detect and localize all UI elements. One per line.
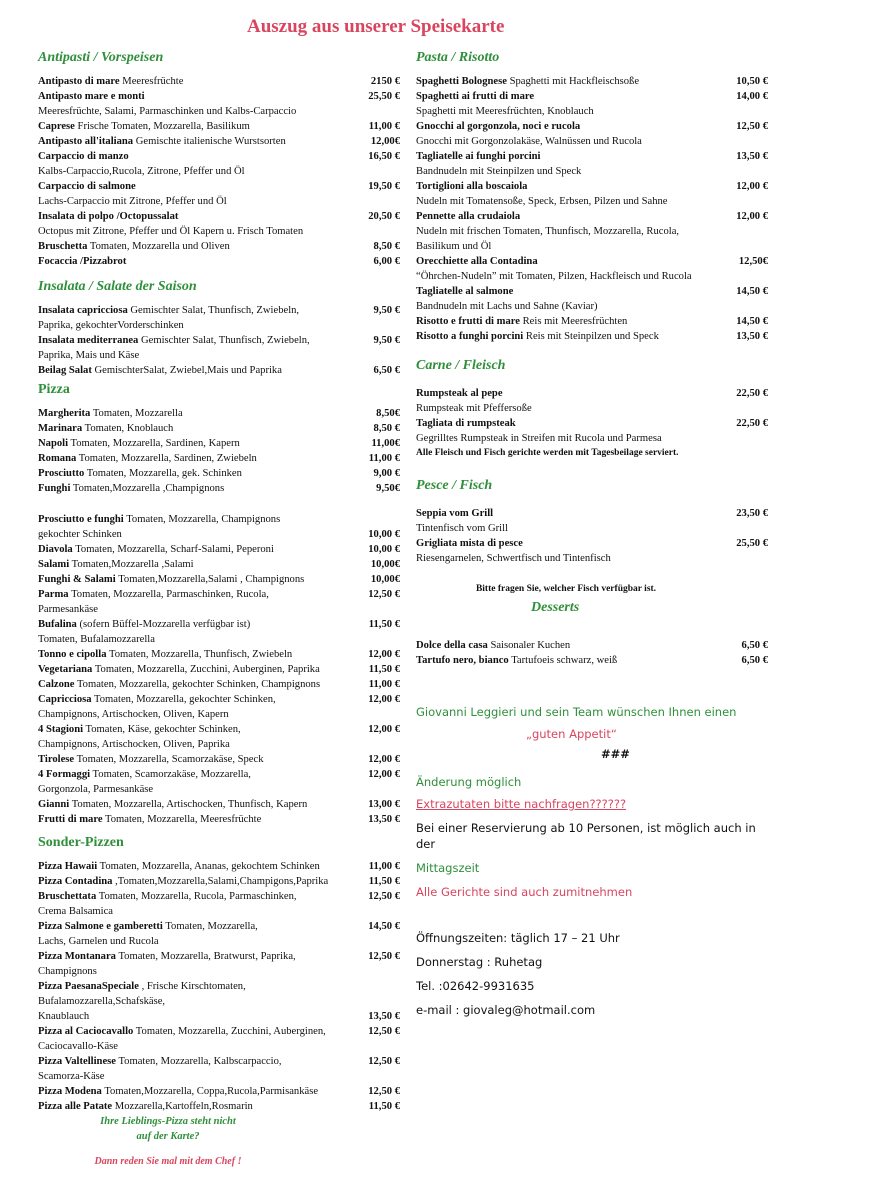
pizza-list-1 <box>38 406 400 496</box>
menu-item-name: Parma <box>38 589 69 600</box>
menu-item-detail: Lachs, Garnelen und Rucola <box>38 936 159 947</box>
menu-item-price: 12,00 € <box>368 769 400 780</box>
menu-item-name: Pizza PaesanaSpeciale <box>38 981 139 992</box>
menu-item <box>416 329 768 344</box>
menu-item-price: 20,50 € <box>368 211 400 222</box>
menu-item-detail: Rumpsteak mit Pfeffersoße <box>416 403 532 414</box>
pizza-list-2 <box>38 512 400 827</box>
menu-item-name: Bruschettata <box>38 891 97 902</box>
menu-item-price: 6,00 € <box>373 256 400 267</box>
menu-item-name: Antipasto mare e monti <box>38 91 145 102</box>
menu-item <box>38 647 400 662</box>
desserts-heading: Desserts <box>531 600 580 615</box>
menu-item-price: 12,50 € <box>368 951 400 962</box>
menu-item-desc: Tomaten,Mozzarella ,Salami <box>71 559 194 570</box>
menu-item-price: 14,50 € <box>368 921 400 932</box>
menu-item <box>38 767 400 782</box>
menu-item <box>38 979 400 1009</box>
menu-item-desc: Tomaten, Scamorzakäse, Mozzarella, <box>92 769 251 780</box>
menu-item-desc: Tomaten, Mozzarella, Artischocken, Thunfisch, Kapern <box>71 799 308 810</box>
right-column <box>416 48 768 1018</box>
menu-item-detail: Basilikum und Öl <box>416 241 492 252</box>
menu-item-name: Gianni <box>38 799 70 810</box>
menu-item-name: Vegetariana <box>38 664 93 675</box>
menu-item-name: Gnocchi al gorgonzola, noci e rucola <box>416 121 581 132</box>
sonder-note-2: auf der Karte? <box>136 1131 200 1142</box>
menu-item-name: Carpaccio di manzo <box>38 151 129 162</box>
menu-item-price: 12,50 € <box>736 121 768 132</box>
menu-item-desc: Gemischter Salat, Thunfisch, Zwiebeln, <box>130 305 300 316</box>
menu-item-name: Bufalina <box>38 619 77 630</box>
menu-item-price: 11,00€ <box>371 438 400 449</box>
menu-item-price: 12,00 € <box>736 181 768 192</box>
menu-item-name: Seppia vom Grill <box>416 508 494 519</box>
menu-item-price: 12,00 € <box>736 211 768 222</box>
menu-item-name: Pennette alla crudaiola <box>416 211 521 222</box>
menu-item <box>38 889 400 904</box>
menu-item-desc: Tomaten, Mozzarella, Scharf-Salami, Peperoni <box>75 544 274 555</box>
menu-item <box>38 677 400 692</box>
menu-item-desc: Tomaten, Mozzarella, Sardinen, Kapern <box>70 438 240 449</box>
carne-heading: Carne / Fleisch <box>416 358 506 373</box>
menu-item <box>416 536 768 551</box>
pasta-list <box>416 74 768 344</box>
menu-item-name: Caprese <box>38 121 75 132</box>
menu-item-price: 12,50€ <box>738 256 768 267</box>
sonder-note-3: Dann reden Sie mal mit dem Chef ! <box>94 1156 242 1167</box>
carne-note: Alle Fleisch und Fisch gerichte werden mit Tagesbeilage serviert. <box>416 448 679 458</box>
menu-item-price: 22,50 € <box>736 418 768 429</box>
menu-item-name: Grigliata mista di pesce <box>416 538 523 549</box>
hashes: ### <box>601 747 630 761</box>
menu-item-price: 14,00 € <box>736 91 768 102</box>
menu-item <box>416 254 768 269</box>
menu-item-name: Orecchiette alla Contadina <box>416 256 538 267</box>
menu-item-detail: Bandnudeln mit Lachs und Sahne (Kaviar) <box>416 301 598 312</box>
menu-item-price: 16,50 € <box>368 151 400 162</box>
menu-item <box>416 638 768 653</box>
opening-hours: Öffnungszeiten: täglich 17 – 21 Uhr <box>416 931 620 945</box>
antipasti-heading: Antipasti / Vorspeisen <box>38 50 164 65</box>
menu-item-name: Pizza Salmone e gamberetti <box>38 921 163 932</box>
menu-item-desc: Tomaten, Mozzarella, Kalbscarpaccio, <box>118 1056 282 1067</box>
menu-item <box>416 74 768 89</box>
menu-item-desc: , Frische Kirschtomaten, Bufalamozzarella,Schafskäse, <box>38 981 246 1007</box>
menu-item-detail: Scamorza-Käse <box>38 1071 105 1082</box>
menu-item-name: Insalata mediterranea <box>38 335 139 346</box>
menu-item-desc: Tomaten, Mozzarella und Oliven <box>89 241 230 252</box>
sonder-note-1: Ihre Lieblings-Pizza steht nicht <box>100 1116 236 1127</box>
menu-item-price: 11,50 € <box>368 876 400 887</box>
menu-item-price: 12,50 € <box>368 1056 400 1067</box>
menu-item-price: 13,50 € <box>736 331 768 342</box>
menu-item-name: Tagliatelle al salmone <box>416 286 514 297</box>
menu-item-price: 6,50 € <box>741 640 768 651</box>
menu-item-price: 10,00€ <box>370 559 400 570</box>
menu-item-name: Tirolese <box>38 754 75 765</box>
sonder-heading: Sonder-Pizzen <box>38 835 124 850</box>
menu-item <box>416 506 768 521</box>
menu-item-desc: Tomaten, Mozzarella, <box>165 921 258 932</box>
menu-item <box>38 134 400 149</box>
menu-item-desc: Saisonaler Kuchen <box>490 640 571 651</box>
menu-item-name: Pizza Valtellinese <box>38 1056 116 1067</box>
menu-item-name: Frutti di mare <box>38 814 103 825</box>
menu-item-price: 9,00 € <box>373 468 400 479</box>
menu-item <box>416 386 768 401</box>
menu-item-detail: Gegrilltes Rumpsteak in Streifen mit Rucola und Parmesa <box>416 433 662 444</box>
menu-item-desc: Tomaten, Mozzarella, Thunfisch, Zwiebeln <box>108 649 293 660</box>
antipasti-list <box>38 74 400 269</box>
menu-item-name: Tagliatelle ai funghi porcini <box>416 151 541 162</box>
menu-item <box>38 797 400 812</box>
pesce-list <box>416 506 768 566</box>
menu-item-name: Salami <box>38 559 70 570</box>
menu-item-price: 12,50 € <box>368 1026 400 1037</box>
menu-item-desc: (sofern Büffel-Mozzarella verfügbar ist) <box>79 619 251 630</box>
takeaway-note: Alle Gerichte sind auch zumitnehmen <box>416 885 633 899</box>
menu-item-desc: Tomaten, Mozzarella, gekochter Schinken, <box>94 694 276 705</box>
menu-item <box>38 557 400 572</box>
menu-item-desc: Reis mit Meeresfrüchten <box>522 316 628 327</box>
menu-item-name: Focaccia /Pizzabrot <box>38 256 127 267</box>
menu-item-price: 8,50€ <box>376 408 400 419</box>
menu-item <box>416 416 768 431</box>
menu-item-desc: Tomaten, Mozzarella, Bratwurst, Paprika, <box>118 951 296 962</box>
menu-item-name: Pizza Contadina <box>38 876 113 887</box>
menu-item-name: 4 Formaggi <box>38 769 91 780</box>
menu-item-desc: Reis mit Steinpilzen und Speck <box>525 331 659 342</box>
menu-item-detail: Nudeln mit frischen Tomaten, Thunfisch, Mozzarella, Rucola, <box>416 226 680 237</box>
carne-list <box>416 386 768 446</box>
menu-item-name: Pizza alle Patate <box>38 1101 113 1112</box>
menu-item-desc: Tomaten,Mozzarella, Coppa,Rucola,Parmisankäse <box>104 1086 319 1097</box>
menu-item-detail: gekochter Schinken 10,00 € <box>38 529 400 540</box>
menu-item-price: 9,50€ <box>376 483 400 494</box>
menu-item <box>416 89 768 104</box>
menu-item <box>38 406 400 421</box>
closed-day: Donnerstag : Ruhetag <box>416 955 543 969</box>
menu-item <box>38 436 400 451</box>
menu-item-desc: Tomaten, Mozzarella, Parmaschinken, Rucola, <box>71 589 269 600</box>
menu-item <box>38 1024 400 1039</box>
menu-item-detail: Tintenfisch vom Grill <box>416 523 509 534</box>
desserts-list <box>416 638 768 668</box>
menu-item <box>416 149 768 164</box>
menu-item-detail: Meeresfrüchte, Salami, Parmaschinken und Kalbs-Carpaccio <box>38 106 297 117</box>
menu-item <box>38 363 400 378</box>
menu-item-desc: ,Tomaten,Mozzarella,Salami,Champigons,Paprika <box>115 876 329 887</box>
menu-item-name: Tagliata di rumpsteak <box>416 418 516 429</box>
menu-item-desc: Gemischter Salat, Thunfisch, Zwiebeln, <box>141 335 310 346</box>
menu-item-name: Funghi <box>38 483 71 494</box>
menu-item-price: 13,50 € <box>368 814 400 825</box>
menu-item-detail: Tomaten, Bufalamozzarella <box>38 634 155 645</box>
menu-item-name: Carpaccio di salmone <box>38 181 136 192</box>
menu-item-name: Risotto e frutti di mare <box>416 316 520 327</box>
menu-item-desc: Tartufoeis schwarz, weiß <box>511 655 618 666</box>
menu-item-name: Dolce della casa <box>416 640 488 651</box>
menu-item-price: 12,50 € <box>368 1086 400 1097</box>
menu-item-detail: Crema Balsamica <box>38 906 114 917</box>
menu-item-desc: Tomaten, Mozzarella, Meeresfrüchte <box>105 814 262 825</box>
menu-item <box>38 254 400 269</box>
menu-item-price: 10,00€ <box>370 574 400 585</box>
menu-item-price: 19,50 € <box>368 181 400 192</box>
menu-item <box>38 466 400 481</box>
menu-item <box>416 284 768 299</box>
menu-item-price: 14,50 € <box>736 286 768 297</box>
menu-item <box>38 421 400 436</box>
menu-item-price: 8,50 € <box>373 241 400 252</box>
menu-item-detail: “Öhrchen-Nudeln” mit Tomaten, Pilzen, Hackfleisch und Rucola <box>416 271 692 282</box>
menu-item-detail: Knaublauch 13,50 € <box>38 1011 400 1022</box>
menu-item <box>416 119 768 134</box>
menu-item-name: 4 Stagioni <box>38 724 84 735</box>
menu-item-desc: Tomaten, Mozzarella, Ananas, gekochtem Schinken <box>99 861 320 872</box>
menu-item-price: 9,50 € <box>373 335 400 346</box>
menu-item-name: Marinara <box>38 423 83 434</box>
menu-item-detail: Spaghetti mit Meeresfrüchten, Knoblauch <box>416 106 594 117</box>
menu-item-name: Diavola <box>38 544 73 555</box>
menu-item <box>38 179 400 194</box>
menu-item-name: Tonno e cipolla <box>38 649 107 660</box>
menu-item-detail: Caciocavallo-Käse <box>38 1041 119 1052</box>
menu-item <box>38 481 400 496</box>
menu-item-name: Tortiglioni alla boscaiola <box>416 181 528 192</box>
menu-item-price: 13,00 € <box>368 799 400 810</box>
menu-item-detail: Octopus mit Zitrone, Pfeffer und Öl Kapern u. Frisch Tomaten <box>38 226 304 237</box>
menu-item-detail: Champignons, Artischocken, Oliven, Kapern <box>38 709 229 720</box>
menu-item-desc: Tomaten, Mozzarella, Sardinen, Zwiebeln <box>78 453 257 464</box>
menu-item-name: Insalata capricciosa <box>38 305 128 316</box>
extra-note: Extrazutaten bitte nachfragen?????? <box>416 797 627 811</box>
menu-item-desc: Tomaten, Mozzarella, gek. Schinken <box>86 468 242 479</box>
menu-item-price: 12,50 € <box>368 891 400 902</box>
insalata-heading: Insalata / Salate der Saison <box>38 279 197 294</box>
menu-item-detail: Champignons, Artischocken, Oliven, Paprika <box>38 739 230 750</box>
menu-item-desc: Tomaten, Mozzarella, Zucchini, Auberginen, <box>135 1026 326 1037</box>
menu-item <box>38 239 400 254</box>
menu-item-desc: Tomaten, Mozzarella, gekochter Schinken, Champignons <box>76 679 321 690</box>
menu-item <box>38 1099 400 1114</box>
menu-item <box>416 314 768 329</box>
menu-item <box>38 209 400 224</box>
menu-item-name: Bruschetta <box>38 241 88 252</box>
menu-item <box>38 859 400 874</box>
reservation-note: Bei einer Reservierung ab 10 Personen, ist möglich auch in der <box>416 821 756 851</box>
menu-item-price: 12,00 € <box>368 649 400 660</box>
menu-item <box>38 722 400 737</box>
menu-item <box>38 451 400 466</box>
menu-item-price: 11,50 € <box>368 664 400 675</box>
menu-item-name: Spaghetti Bolognese <box>416 76 507 87</box>
menu-item-name: Antipasto all'italiana <box>38 136 134 147</box>
menu-item-detail: Nudeln mit Tomatensoße, Speck, Erbsen, Pilzen und Sahne <box>416 196 668 207</box>
menu-item-desc: Tomaten, Mozzarella, Champignons <box>126 514 281 525</box>
menu-item-desc: Frische Tomaten, Mozzarella, Basilikum <box>77 121 250 132</box>
pesce-heading: Pesce / Fisch <box>416 478 493 493</box>
menu-item-desc: Spaghetti mit Hackfleischsoße <box>509 76 640 87</box>
menu-item <box>416 653 768 668</box>
menu-item-name: Insalata di polpo /Octopussalat <box>38 211 179 222</box>
menu-item-name: Pizza al Caciocavallo <box>38 1026 134 1037</box>
menu-item <box>38 812 400 827</box>
menu-item-desc: Tomaten,Mozzarella,Salami , Champignons <box>118 574 305 585</box>
menu-item <box>38 119 400 134</box>
menu-item-desc: Tomaten, Mozzarella, Rucola, Parmaschinken, <box>98 891 297 902</box>
menu-item-desc: Tomaten,Mozzarella ,Champignons <box>72 483 225 494</box>
menu-item-detail: Gorgonzola, Parmesankäse <box>38 784 154 795</box>
menu-item-price: 6,50 € <box>741 655 768 666</box>
menu-item-name: Pizza Hawaii <box>38 861 98 872</box>
pasta-heading: Pasta / Risotto <box>416 50 500 65</box>
midday-note: Mittagszeit <box>416 861 480 875</box>
menu-item-price: 25,50 € <box>368 91 400 102</box>
menu-item <box>38 1084 400 1099</box>
menu-item-price: 12,50 € <box>368 589 400 600</box>
phone: Tel. :02642-9931635 <box>416 979 535 993</box>
menu-item-desc: Meeresfrüchte <box>122 76 184 87</box>
menu-item-price: 11,00 € <box>368 453 400 464</box>
menu-item <box>38 303 400 318</box>
menu-item-detail: Gnocchi mit Gorgonzolakäse, Walnüssen und Rucola <box>416 136 642 147</box>
menu-item-name: Pizza Modena <box>38 1086 102 1097</box>
menu-item-name: Spaghetti ai frutti di mare <box>416 91 535 102</box>
email: e-mail : giovaleg@hotmail.com <box>416 1003 596 1017</box>
menu-item-price: 6,50 € <box>373 365 400 376</box>
menu-item-price: 2150 € <box>370 76 400 87</box>
menu-item-detail: Champignons <box>38 966 97 977</box>
menu-item-price: 8,50 € <box>373 423 400 434</box>
menu-item-detail: Bandnudeln mit Steinpilzen und Speck <box>416 166 582 177</box>
menu-item <box>38 74 400 89</box>
menu-item-desc: Tomaten, Mozzarella, Zucchini, Auberginen, Paprika <box>94 664 320 675</box>
menu-item <box>38 662 400 677</box>
menu-item-price: 11,00 € <box>368 861 400 872</box>
menu-item-name: Capricciosa <box>38 694 92 705</box>
menu-item-price: 10,00 € <box>368 544 400 555</box>
menu-item <box>38 542 400 557</box>
change-note: Änderung möglich <box>416 775 522 789</box>
menu-item-detail: Riesengarnelen, Schwertfisch und Tintenfisch <box>416 553 611 564</box>
menu-item-desc: Tomaten, Mozzarella, Scamorzakäse, Speck <box>76 754 264 765</box>
wish-line-1: Giovanni Leggieri und sein Team wünschen Ihnen einen <box>416 705 737 719</box>
menu-item <box>38 572 400 587</box>
menu-item-name: Romana <box>38 453 77 464</box>
menu-item <box>38 1054 400 1069</box>
menu-item-price: 11,00 € <box>368 679 400 690</box>
menu-item-price: 22,50 € <box>736 388 768 399</box>
menu-item-name: Antipasto di mare <box>38 76 120 87</box>
menu-item <box>38 89 400 104</box>
menu-item-price: 13,50 € <box>736 151 768 162</box>
menu-item <box>38 333 400 348</box>
menu-item-price: 12,00 € <box>368 724 400 735</box>
menu-item <box>38 587 400 602</box>
menu-item <box>38 617 400 632</box>
menu-item-desc: Mozzarella,Kartoffeln,Rosmarin <box>114 1101 253 1112</box>
menu-item-name: Prosciutto <box>38 468 85 479</box>
menu-item <box>416 209 768 224</box>
menu-item-detail: Paprika, Mais und Käse <box>38 350 140 361</box>
menu-item <box>38 149 400 164</box>
menu-item-price <box>354 979 400 1009</box>
menu-item-detail: Parmesankäse <box>38 604 99 615</box>
menu-item <box>38 919 400 934</box>
menu-item <box>38 874 400 889</box>
menu-item-price <box>354 512 400 527</box>
menu-item-name: Margherita <box>38 408 91 419</box>
menu-item-desc: Tomaten, Knoblauch <box>84 423 174 434</box>
menu-item-name: Rumpsteak al pepe <box>416 388 503 399</box>
menu-item-desc: Tomaten, Käse, gekochter Schinken, <box>85 724 241 735</box>
menu-item-detail: Lachs-Carpaccio mit Zitrone, Pfeffer und Öl <box>38 196 227 207</box>
menu-item-price: 23,50 € <box>736 508 768 519</box>
menu-item-price: 12,00 € <box>368 754 400 765</box>
menu-item-detail: Kalbs-Carpaccio,Rucola, Zitrone, Pfeffer und Öl <box>38 166 245 177</box>
page-title: Auszug aus unserer Speisekarte <box>247 16 505 37</box>
menu-item-price: 12,00 € <box>368 694 400 705</box>
menu-item-desc: Gemischte italienische Wurstsorten <box>135 136 286 147</box>
sonder-list <box>38 859 400 1114</box>
menu-item-name: Napoli <box>38 438 69 449</box>
insalata-list <box>38 303 400 378</box>
pizza-heading: Pizza <box>38 382 70 397</box>
menu-item-name: Risotto a funghi porcini <box>416 331 524 342</box>
menu-item <box>38 692 400 707</box>
menu-item-name: Prosciutto e funghi <box>38 514 124 525</box>
menu-item-name: Beilag Salat <box>38 365 92 376</box>
menu-item-desc: Tomaten, Mozzarella <box>92 408 183 419</box>
menu-item-price: 14,50 € <box>736 316 768 327</box>
menu-item-desc: GemischterSalat, Zwiebel,Mais und Paprika <box>94 365 282 376</box>
left-column <box>38 48 400 1167</box>
menu-item <box>416 179 768 194</box>
menu-item <box>38 949 400 964</box>
menu-item-name: Pizza Montanara <box>38 951 116 962</box>
menu-item-price: 11,50 € <box>368 619 400 630</box>
menu-item-price: 9,50 € <box>373 305 400 316</box>
menu-item-price: 11,00 € <box>368 121 400 132</box>
menu-item-price: 25,50 € <box>736 538 768 549</box>
menu-item <box>38 512 400 527</box>
menu-item-price: 12,00€ <box>370 136 400 147</box>
menu-item <box>38 752 400 767</box>
menu-item-name: Funghi & Salami <box>38 574 116 585</box>
pesce-note: Bitte fragen Sie, welcher Fisch verfügbar ist. <box>475 584 657 594</box>
wish-line-2: „guten Appetit“ <box>526 727 617 741</box>
menu-item-price: 10,50 € <box>736 76 768 87</box>
menu-item-detail: Paprika, gekochterVorderschinken <box>38 320 184 331</box>
menu-item-price: 11,50 € <box>368 1101 400 1112</box>
menu-item-name: Tartufo nero, bianco <box>416 655 509 666</box>
menu-item-name: Calzone <box>38 679 75 690</box>
